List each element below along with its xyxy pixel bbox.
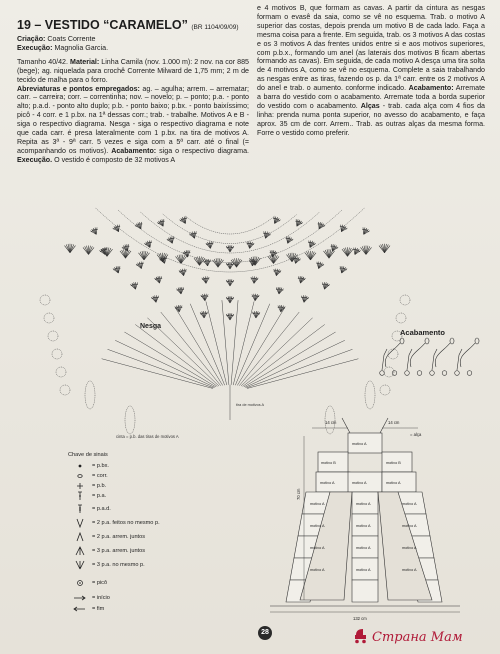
pad-t-icon <box>70 504 90 514</box>
arremate-label: Acabamento: <box>408 84 454 93</box>
symbol-key-row <box>68 481 198 491</box>
motif-label: motivo A <box>402 546 417 550</box>
motif-label: motivo A <box>310 568 325 572</box>
motif-label: motivo A <box>352 442 367 446</box>
alcas-label: Alças <box>360 101 380 110</box>
motif-label: motivo A <box>356 568 371 572</box>
lambda-shape-icon <box>70 532 90 542</box>
symbol-key-text: = 3 p.a. arrem. juntos <box>92 548 146 554</box>
execution-label: Execução: <box>17 43 53 52</box>
alcas-text: - trab. cada alça com 4 fios da linha: prenda numa ponta superior, no avesso do acabamento, e faça aprox. 35 cm de corr. Arrem.. Trab. as outras alças da mesma forma. Forre o vestido como preferir. <box>257 101 485 137</box>
watermark-text: Страна Мам <box>372 630 463 645</box>
motif-label: motivo A <box>356 502 371 506</box>
motif-label: motivo A <box>402 568 417 572</box>
arrow-end-icon <box>70 604 90 614</box>
dim-top-left: 14 cm <box>325 420 337 425</box>
diagram-bottom-note: cinta = p.b. das tiras de motivos A <box>116 434 179 439</box>
acabamento-label: Acabamento <box>400 328 446 337</box>
symbol-key-text: = 2 p.a. feitos no mesmo p. <box>92 520 160 526</box>
pb-plus-icon <box>70 481 90 491</box>
symbol-key-row <box>68 491 198 501</box>
material-label: Material: <box>70 57 100 66</box>
arremate-text: Arremate a barra do vestido com o acabamento. Arremate toda a borda superior do vestido com o acabamento. <box>257 84 485 110</box>
symbol-key-row <box>68 593 198 603</box>
symbol-key-text: = p.a. <box>92 493 107 499</box>
motif-label: motivo A <box>402 524 417 528</box>
motif-label: motivo A <box>320 481 335 485</box>
pbx-dot-icon <box>70 461 90 471</box>
motif-label: motivo B <box>386 461 401 465</box>
symbol-key-row <box>68 546 198 556</box>
symbol-key-text: = 2 p.a. arrem. juntos <box>92 534 146 540</box>
double-lambda-icon <box>70 546 90 556</box>
symbol-key-title: Chave de sinais <box>68 452 108 458</box>
watermark <box>372 630 463 645</box>
dim-left-side: 70 cm <box>296 488 301 500</box>
dim-bottom: 132 cm <box>353 616 367 621</box>
article-title: – VESTIDO “CARAMELO” <box>30 18 188 32</box>
motif-label: motivo A <box>310 524 325 528</box>
symbol-key-text: = p.bx. <box>92 463 109 469</box>
motif-a-strip <box>352 580 378 602</box>
picot-icon <box>70 578 90 588</box>
execution-text: O vestido é composto de 32 motivos A <box>52 155 176 164</box>
symbol-key-row <box>68 461 198 471</box>
symbol-key-row <box>68 471 198 481</box>
material-text: Linha Camila (nov. 1.000 m): 2 nov. na cor 885 (bege); ag. niquelada para crochê Corrente Milward de 1,75 mm; 2 m de tecido de malha para o forro. <box>17 57 249 84</box>
symbol-key-row <box>68 560 198 570</box>
schematic-outline <box>270 418 460 612</box>
motif-label: motivo B <box>321 461 336 465</box>
stroller-icon <box>354 628 368 644</box>
arrow-start-icon <box>70 593 90 603</box>
tira-note-right: tira de motivos A <box>236 403 265 407</box>
abbrev-label: Abreviaturas e pontos empregados: <box>17 84 140 93</box>
motif-label: motivo A <box>386 481 401 485</box>
motif-label: motivo A <box>402 502 417 506</box>
symbol-key-text: = p.a.d. <box>92 506 111 512</box>
abbrev-text: ag. – agulha; arrem. – arrematar; carr. – carreira; corr. – correntinha; nov. – novelo; p. – ponto; p.a. - ponto alto; p.a.d. - ponto alto duplo; p.b. - ponto baixo; p.bx. - ponto baixíssimo; picô - 4 corr. e 1 p.bx. na 1ª dessas corr.; trab. - trabalhe. Motivos A e B - siga o respectivo diagrama. Nesga - siga o respectivo diagrama e note que cada carr. é presa lateralmente com 1 p.bx. na tira de motivos A. Repita as 3ª - 9ª carr. 5 vezes e siga com a 5ª carr. até o final (= acompanhando os motivos). <box>17 84 249 155</box>
assembly-text: e 4 motivos B, que formam as cavas. A partir da cintura as nesgas formam o evasê da saia, como se vê no esquema. Trab. o motivo A superior das costas, depois prenda um motivo B de cada lado. Faça a mesma coisa para a frente. Em seguida, trab. os 3 motivos A das costas e os 3 motivos A das frentes unidos entre si e aos motivos superiores, com p.b.x., formando um anel (as laterais dos motivos B ficam abertas formando as cavas). Em seguida, de cada motivo A desça uma tira solta de 4 motivos A, como se vê no esquema. Complete a saia trabalhando as nesgas entre as tiras, fazendo os p. da 1ª carr. entre os 2 motivos A do anel e trab. o aumento. conforme indicado. <box>257 4 485 93</box>
creation-label: Criação: <box>17 35 46 43</box>
motif-label: motivo A <box>310 546 325 550</box>
page-number: 28 <box>258 626 272 640</box>
symbol-key-text: = p.b. <box>92 483 107 489</box>
symbol-key-text: = fim <box>92 606 105 612</box>
strap-lines <box>342 418 388 433</box>
motif-label: motivo A <box>356 524 371 528</box>
v-shape-icon <box>70 518 90 528</box>
motif-label: motivo A <box>356 546 371 550</box>
execution-value: Magnolia Garcia. <box>52 43 109 52</box>
creation-value: Coats Corrente <box>45 35 96 43</box>
execution-heading: Execução. <box>17 155 53 164</box>
fan-shape-icon <box>70 560 90 570</box>
finishing-label: Acabamento: <box>111 146 157 155</box>
symbol-key-text: = picô <box>92 580 108 586</box>
symbol-key-text: = início <box>92 595 110 601</box>
chain-oval-icon <box>70 471 90 481</box>
symbol-key-row <box>68 518 198 528</box>
symbol-key-row <box>68 504 198 514</box>
pa-t-icon <box>70 491 90 501</box>
aca-label: = alça <box>410 432 422 437</box>
symbol-key-row <box>68 532 198 542</box>
nesga-label: Nesga <box>140 323 162 330</box>
symbol-key-row <box>68 604 198 614</box>
article-number: 19 <box>17 18 31 32</box>
motif-label: motivo A <box>310 502 325 506</box>
article-code: (BR 1104/09/09) <box>191 24 239 31</box>
dim-top-right: 14 cm <box>388 420 400 425</box>
motif-label: motivo A <box>352 481 367 485</box>
symbol-key-text: = corr. <box>92 473 108 479</box>
symbol-key-row <box>68 578 198 588</box>
symbol-key-text: = 3 p.a. no mesmo p. <box>92 562 145 568</box>
finishing-text: siga o respectivo diagrama. <box>156 146 250 155</box>
size-text: Tamanho 40/42. <box>17 57 71 66</box>
